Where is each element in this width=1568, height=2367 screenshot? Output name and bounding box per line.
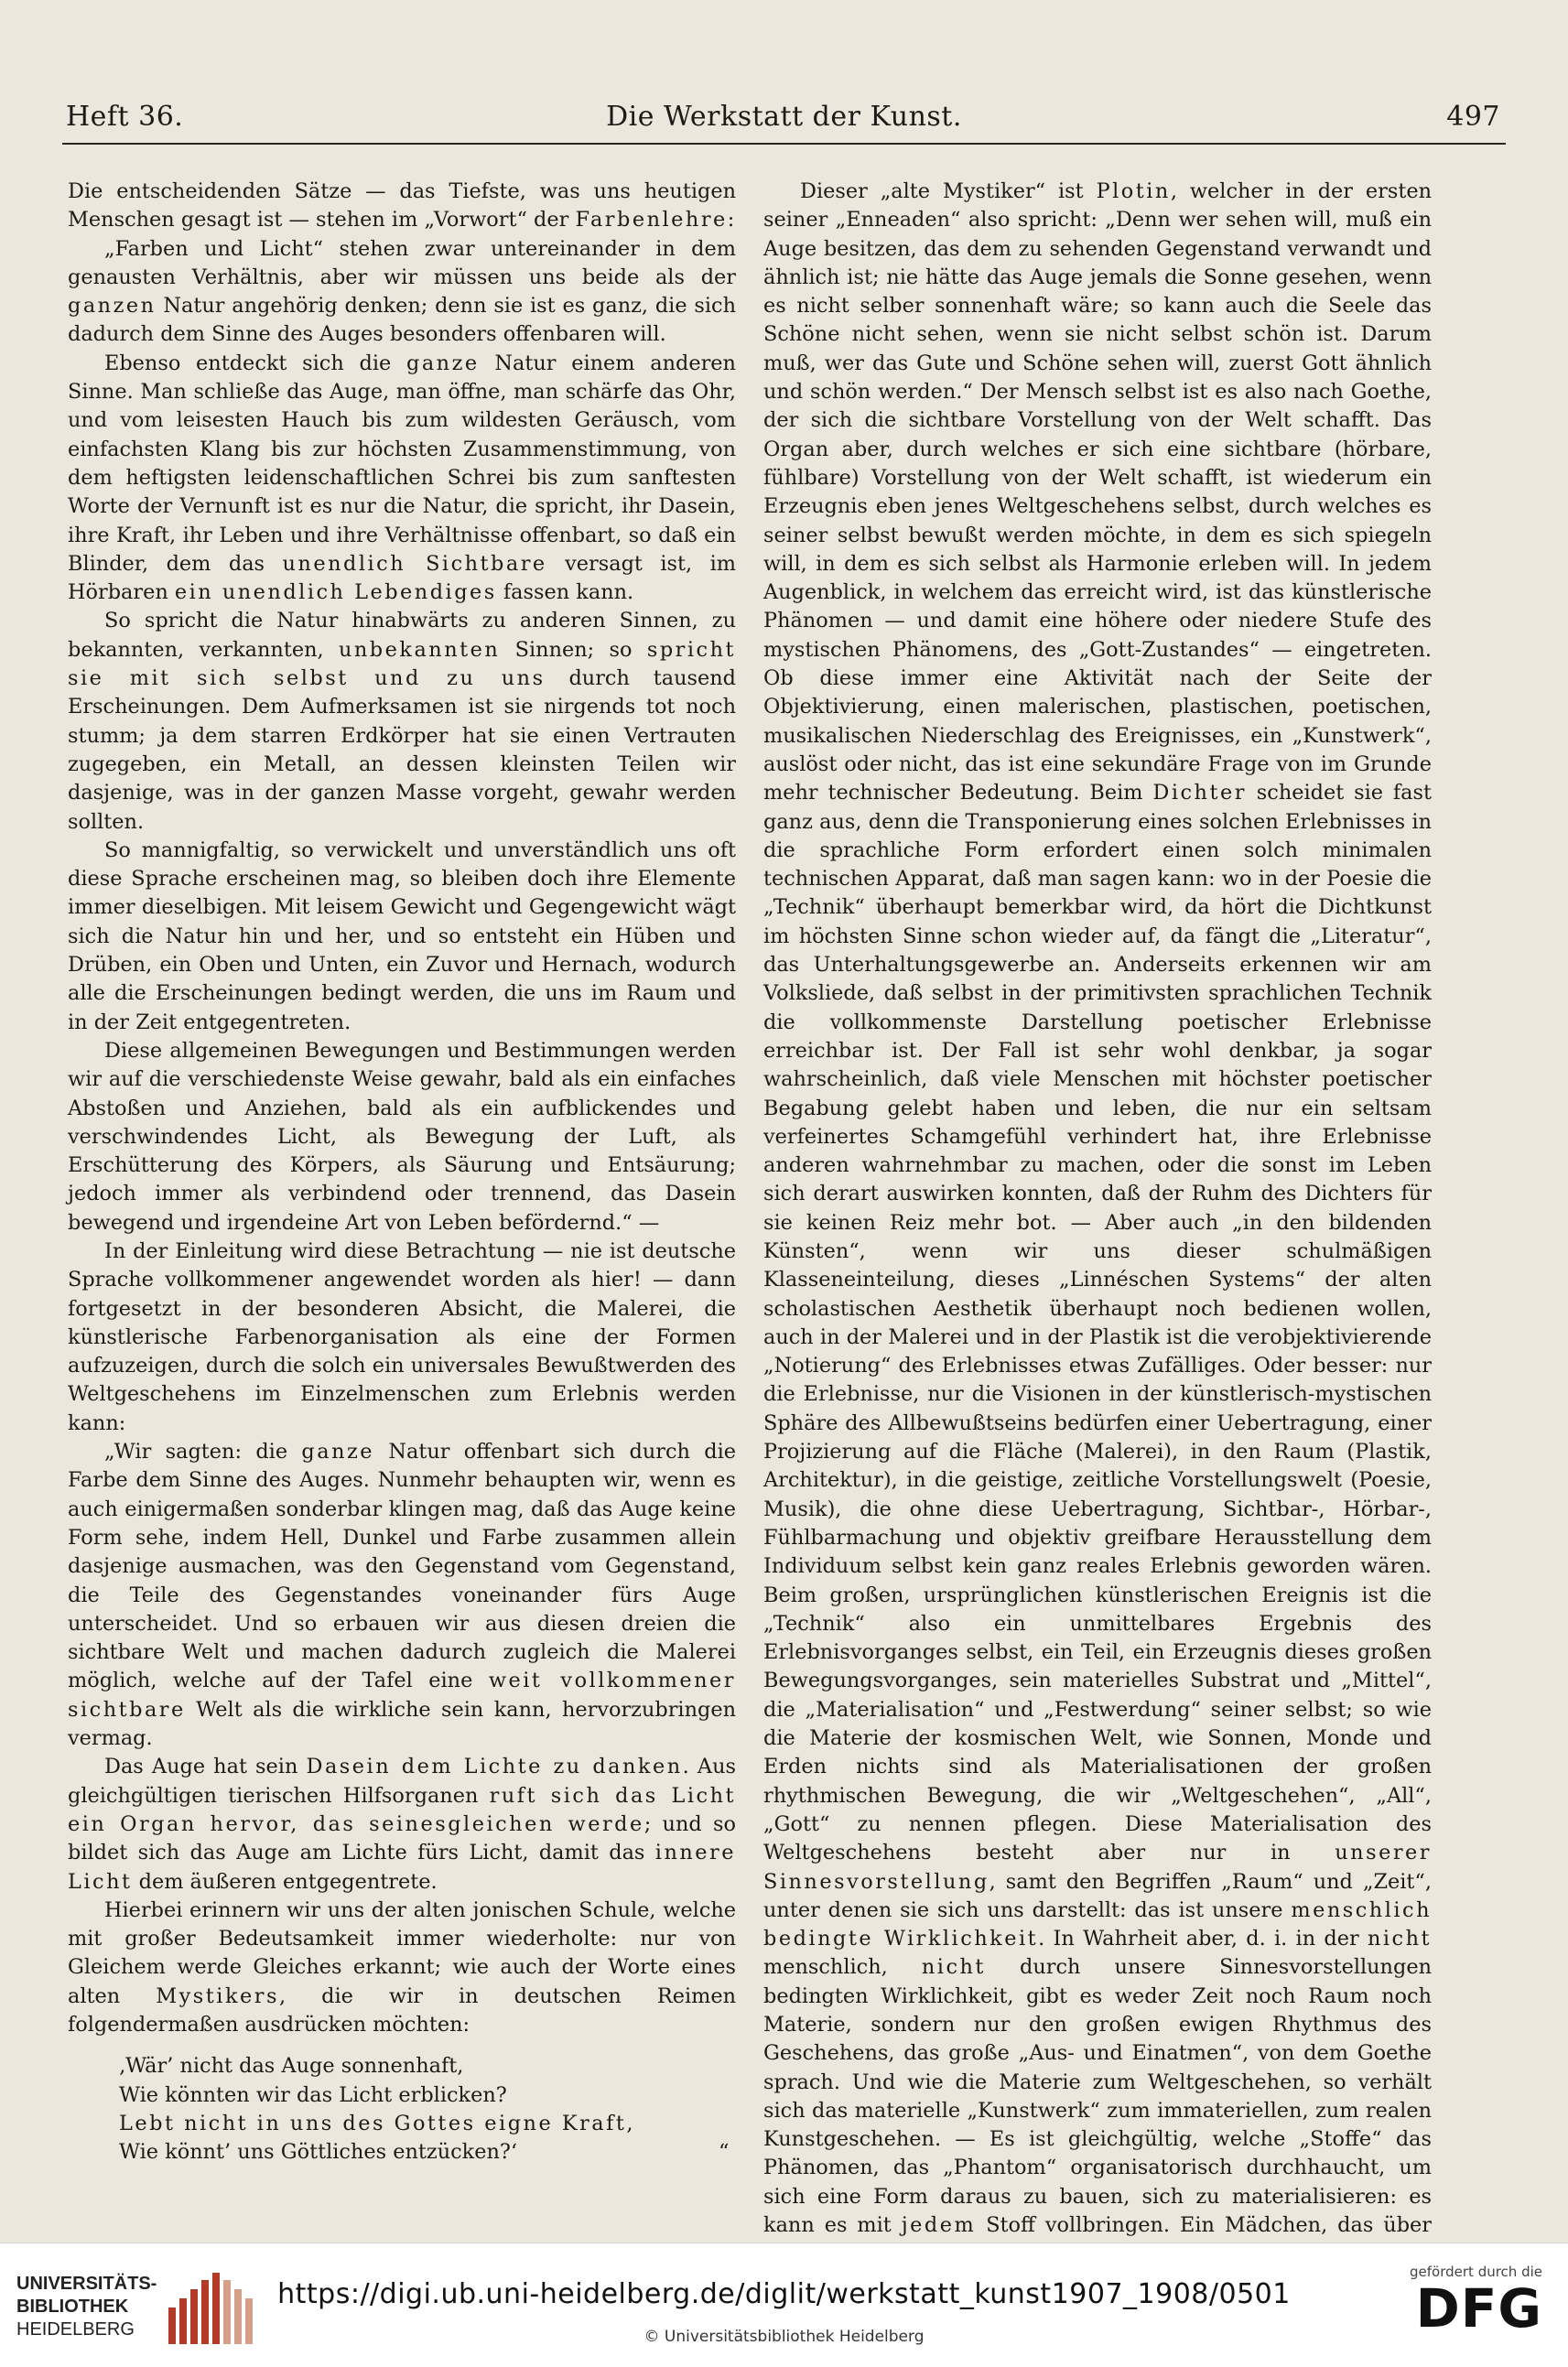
paragraph <box>68 1753 736 1896</box>
text-run: . In Wahrheit aber, d. i. in der <box>1038 1927 1368 1951</box>
text-run: Dieser „alte Mystiker“ ist <box>800 179 1097 203</box>
emphasis: Plotin <box>1096 179 1171 203</box>
emphasis: ruft sich das Licht ein Organ hervor, das seinesgleichen werde <box>68 1783 736 1836</box>
emphasis: nicht <box>921 1955 986 1980</box>
text-run: fassen kann. <box>496 580 634 605</box>
emphasis: nicht <box>1367 1927 1432 1951</box>
text-run: „Farben und Licht“ stehen zwar untereinander in dem genausten Verhältnis, aber wir müssen uns beide als der <box>68 236 736 289</box>
text-run: , samt den Begriffen „Raum“ und „Zeit“, unter denen sie sich uns darstellt: das ist unsere <box>763 1869 1432 1922</box>
emphasis: ein unendlich Lebendiges <box>174 580 497 605</box>
emphasis: jedem <box>901 2213 977 2238</box>
paragraph: Diese allgemeinen Bewegungen und Bestimmungen werden wir auf die verschiedenste Weise gewahr, bald als ein einfaches Abstoßen und Anziehen, bald als ein aufblickendes und verschwindendes Licht, als Bewegung der Luft, als Erschütterung des Körpers, als Säurung und Entsäurung; jedoch immer als verbindend oder trennend, das Dasein bewegend und irgendeine Art von Leben befördernd.“ — <box>68 1038 736 1235</box>
text-run: scheidet sie fast ganz aus, denn die Transponierung eines solchen Erlebnisses in die sprachliche Form erfordert einen solch minimalen technischen Apparat, daß man sagen kann: wo in der Poesie die „Technik“ überhaupt bemerkbar wird, da hört die Dichtkunst im höchsten Sinne schon wieder auf, da fängt die „Literatur“, das Unterhaltungsgewerbe an. Anderseits erkennen wir am Volksliede, daß selbst in der primitivsten sprachlichen Technik die vollkommenste Darstellung poetischer Erlebnisse erreichbar ist. Der Fall ist sehr wohl denkbar, ja sogar wahrscheinlich, daß viele Menschen mit höchster poetischer Begabung gelebt haben und leben, die nur ein seltsam verfeinertes Schamgefühl verhindert hat, ihre Erlebnisse anderen wahrnehmbar zu machen, oder die sonst im Leben sich derart auswirken konnten, daß der Ruhm des Dichters für sie keinen Reiz mehr bot. — Aber auch „in den bildenden Künsten“, wenn wir uns dieser schulmäßigen Klasseneinteilung, dieses „Linnéschen Systems“ der alten scholastischen Aesthetik überhaupt noch bedienen wollen, auch in der Malerei und in der Plastik ist die verobjektivierende „Notierung“ des Erlebnisses etwas Zufälliges. Oder besser: nur die Erlebnisse, nur die Visionen in der künstlerisch-mystischen Sphäre des Allbewußtseins bedürfen einer Uebertragung, einer Projizierung auf die Fläche (Malerei), in den Raum (Plastik, Architektur), in die geistige, zeitliche Vorstellungswelt (Poesie, Musik), die ohne diese Uebertragung, Sichtbar-, Hörbar-, Fühlbarmachung und objektiv greifbare Herausstellung dem Individuum selbst kein ganz reales Erlebnis geworden wären. Beim großen, ursprünglichen künstlerischen Ereignis ist die „Technik“ also ein unmittelbares Ergebnis des Erlebnisvorganges selbst, ein Teil, ein Erzeugnis dieses großen Bewegungsvorganges, sein materielles Substrat und „Mittel“, die „Materialisation“ und „Festwerdung“ seiner selbst; so wie die Materie der kosmischen Welt, wie Sonnen, Monde und Erden nichts sind als Materialisationen der großen rhythmischen Bewegung, die wir „Weltgeschehen“, „All“, „Gott“ zu nennen pflegen. Diese Materialisation des Weltgeschehens besteht aber nur in <box>763 781 1433 1865</box>
poem <box>119 2052 736 2167</box>
emphasis: Dasein dem Lichte zu danken <box>306 1755 683 1779</box>
library-name-line: HEIDELBERG <box>16 2319 135 2340</box>
emphasis: menschlich bedingte Wirklichkeit <box>763 1897 1432 1951</box>
emphasis: unendlich Sichtbare <box>282 551 547 576</box>
emphasis: spricht sie mit sich selbst und zu uns <box>68 637 736 691</box>
text-run: Das Auge hat sein <box>104 1755 307 1779</box>
library-name-line: BIBLIOTHEK <box>16 2297 129 2317</box>
viewer-footer <box>0 2243 1568 2367</box>
permalink-url[interactable]: https://digi.ub.uni-heidelberg.de/diglit/werkstatt_kunst1907_1908/0501 <box>277 2278 1291 2310</box>
text-run: , die wir in deutschen Reimen folgendermaßen ausdrücken möchten: <box>68 1983 737 2037</box>
funder-caption: gefördert durch die <box>1410 2264 1542 2280</box>
emphasis: ganze <box>301 1440 375 1465</box>
paragraph <box>68 350 736 608</box>
text-run: Natur einem anderen Sinne. Man schließe das Auge, man öffne, man schärfe das Ohr, und vom leisesten Hauch bis zum wildesten Geräusch, vom einfachsten Klang bis zur höchsten Zusammenstimmung, von dem heftigsten leidenschaftlichen Schrei bis zum sanftesten Worte der Vernunft ist es nur die Natur, die spricht, ihr Dasein, ihre Kraft, ihr Leben und ihre Verhältnisse offenbart, so daß ein Blinder, dem das <box>68 351 736 576</box>
poem-line: ‚Wär’ nicht das Auge sonnenhaft, <box>119 2054 464 2079</box>
right-column <box>763 178 1433 2238</box>
closing-quote: “ <box>719 2140 730 2165</box>
text-run: . Aus gleichgültigen tierischen Hilfsorganen <box>68 1755 736 1808</box>
poem-line <box>119 2138 736 2167</box>
paragraph: In der Einleitung wird diese Betrachtung — nie ist deutsche Sprache vollkommener angewendet worden als hier! — dann fortgesetzt in der besonderen Absicht, die Malerei, die künstlerische Farbenorganisation als eine der Formen aufzuzeigen, durch die solch ein universales Bewußtwerden des Weltgeschehens im Einzelmenschen zum Erlebnis werden kann: <box>68 1238 736 1435</box>
paragraph <box>68 1438 736 1753</box>
journal-title: Die Werkstatt der Kunst. <box>606 101 962 133</box>
emphasis: Mystikers <box>156 1983 279 2008</box>
text-run: ; und so bildet sich das Auge am Lichte fürs Licht, damit das <box>68 1811 736 1865</box>
text-run: Natur offenbart sich durch die Farbe dem Sinne des Auges. Nunmehr behaupten wir, wenn es auch einigermaßen sonderbar klingen mag, daß das Auge keine Form sehe, indem Hell, Dunkel und Farbe zusammen allein dasjenige ausmachen, was den Gegenstand vom Gegenstand, die Teile des Gegenstandes voneinander fürs Auge unterscheidet. Und so erbauen wir aus diesen dreien die sichtbare Welt und machen dadurch zugleich die Malerei möglich, welche auf der Tafel eine <box>68 1440 736 1693</box>
emphasis: innere Licht <box>68 1841 736 1894</box>
text-run: durch tausend Erscheinungen. Dem Aufmerksamen ist sie nirgends tot noch stumm; ja dem starren Erdkörper hat sie einen Vertrauten zugegeben, ein Metall, an dessen kleinsten Teilen wir dasjenige, was in der ganzen Masse vorgeht, gewahr werden sollten. <box>68 666 736 834</box>
text-run: durch unsere Sinnesvorstellungen bedingten Wirklichkeit, gibt es weder Zeit noch Raum noch Materie, sondern nur den großen ewigen Rhythmus des Geschehens, das große „Aus- und Einatmen“, von dem Goethe sprach. Und wie die Materie zum Weltgeschehen, so verhält sich das materielle „Kunstwerk“ zum immateriellen, zum realen Kunstgeschehen. — Es ist gleichgültig, welche „Stoffe“ das Phänomen, das „Phantom“ organisatorisch durchhaucht, um sich eine Form daraus zu bauen, sich zu materialisieren: es kann es mit <box>763 1955 1432 2238</box>
copyright-notice: © Universitätsbibliothek Heidelberg <box>643 2328 925 2346</box>
emphasis: ganzen <box>68 294 157 319</box>
poem-line: Wie könnten wir das Licht erblicken? <box>119 2082 507 2107</box>
paragraph <box>68 235 736 350</box>
text-run: Sinnen; so <box>500 637 647 662</box>
text-run: versagt ist, im Hörbaren <box>68 551 736 605</box>
text-run: , welcher in der ersten seiner „Enneaden“ also spricht: „Denn wer sehen will, muß ein Auge besitzen, das dem zu sehenden Gegenstand verwandt und ähnlich ist; nie hätte das Auge jemals die Sonne gesehen, wenn es nicht selber sonnenhaft wäre; so kann auch die Seele das Schöne nicht sehen, wenn sie nicht selbst schön ist. Darum muß, wer das Gute und Schöne sehen will, zuerst Gott ähnlich und schön werden.“ Der Mensch selbst ist es also nach Goethe, der sich die sichtbare Vorstellung von der Welt schafft. Das Organ aber, durch welches er sich eine sichtbare (hörbare, fühlbare) Vorstellung von der Welt schafft, ist wiederum ein Erzeugnis eben jenes Weltgeschehens selbst, durch welches es seiner selbst bewußt werden möchte, in dem es sich spiegeln will, in dem es sich selbst als Harmonie erleben will. In jedem Augenblick, in welchem das erreicht wird, ist das künstlerische Phänomen — und damit eine höhere oder niedere Stufe des mystischen Phänomens, des „Gott-Zustandes“ — eingetreten. Ob diese immer eine Aktivität nach der Seite der Objektivierung, einen malerischen, plastischen, poetischen, musikalischen Niederschlag des Ereignisses, ein „Kunstwerk“, auslöst oder nicht, das ist eine sekundäre Frage von im Grunde mehr technischer Bedeutung. Beim <box>763 179 1432 805</box>
text-run: Stoff vollbringen. Ein Mädchen, das über <box>986 2213 1432 2238</box>
text-run: „Wir sagten: die <box>104 1440 302 1465</box>
paragraph: So mannigfaltig, so verwickelt und unverständlich uns oft diese Sprache erscheinen mag, so bleiben doch ihre Elemente immer dieselbigen. Mit leisem Gewicht und Gegengewicht wägt sich die Natur hin und her, und so entsteht ein Hüben und Drüben, ein Oben und Unten, ein Zuvor und Hernach, wodurch alle die Erscheinungen bedingt werden, die uns im Raum und in der Zeit entgegentreten. <box>68 838 736 1034</box>
text-run: : <box>727 208 735 232</box>
poem-line: Lebt nicht in uns des Gottes eigne Kraft, <box>119 2111 636 2135</box>
emphasis: unbekannten <box>338 637 501 662</box>
text-run: So spricht die Natur hinabwärts zu anderen Sinnen, zu bekannten, verkannten, <box>68 609 736 662</box>
emphasis: ganze <box>406 351 480 375</box>
text-run: Die entscheidenden Sätze — das Tiefste, was uns heutigen Menschen gesagt ist — stehen im „Vorwort“ der <box>68 179 736 232</box>
text-run: Hierbei erinnern wir uns der alten jonischen Schule, welche mit großer Bedeutsamkeit immer wiederholte: nur von Gleichem werde Gleiches erkannt; wie auch der Worte eines alten <box>68 1897 736 2008</box>
emphasis: Dichter <box>1152 781 1247 805</box>
page-number: 497 <box>1446 101 1500 133</box>
paragraph <box>68 1897 736 2039</box>
funder-logo[interactable] <box>1405 2264 1542 2340</box>
dfg-logo: DFG <box>1415 2277 1542 2340</box>
left-column <box>68 178 736 2191</box>
paragraph <box>68 607 736 836</box>
text-run: Ebenso entdeckt sich die <box>104 351 406 375</box>
text-run: dem äußeren entgegentrete. <box>132 1869 438 1894</box>
emphasis: Farbenlehre <box>575 208 728 232</box>
text-run: menschlich, <box>763 1955 922 1980</box>
paragraph <box>68 178 736 235</box>
running-header <box>62 97 1506 145</box>
text-run: Natur angehörig denken; denn sie ist es ganz, die sich dadurch dem Sinne des Auges besonders offenbaren will. <box>68 294 736 347</box>
emphasis: weit vollkommener sichtbare <box>68 1669 737 1722</box>
text-run: Welt als die wirkliche sein kann, hervorzubringen vermag. <box>68 1697 736 1751</box>
emphasis: unserer Sinnesvorstellung <box>763 1841 1432 1894</box>
paragraph <box>763 178 1432 2269</box>
library-name-line: UNIVERSITÄTS- <box>16 2274 157 2294</box>
text-run: Wie könnt’ uns Göttliches entzücken?‘ <box>119 2140 518 2165</box>
issue-number: Heft 36. <box>66 101 184 133</box>
